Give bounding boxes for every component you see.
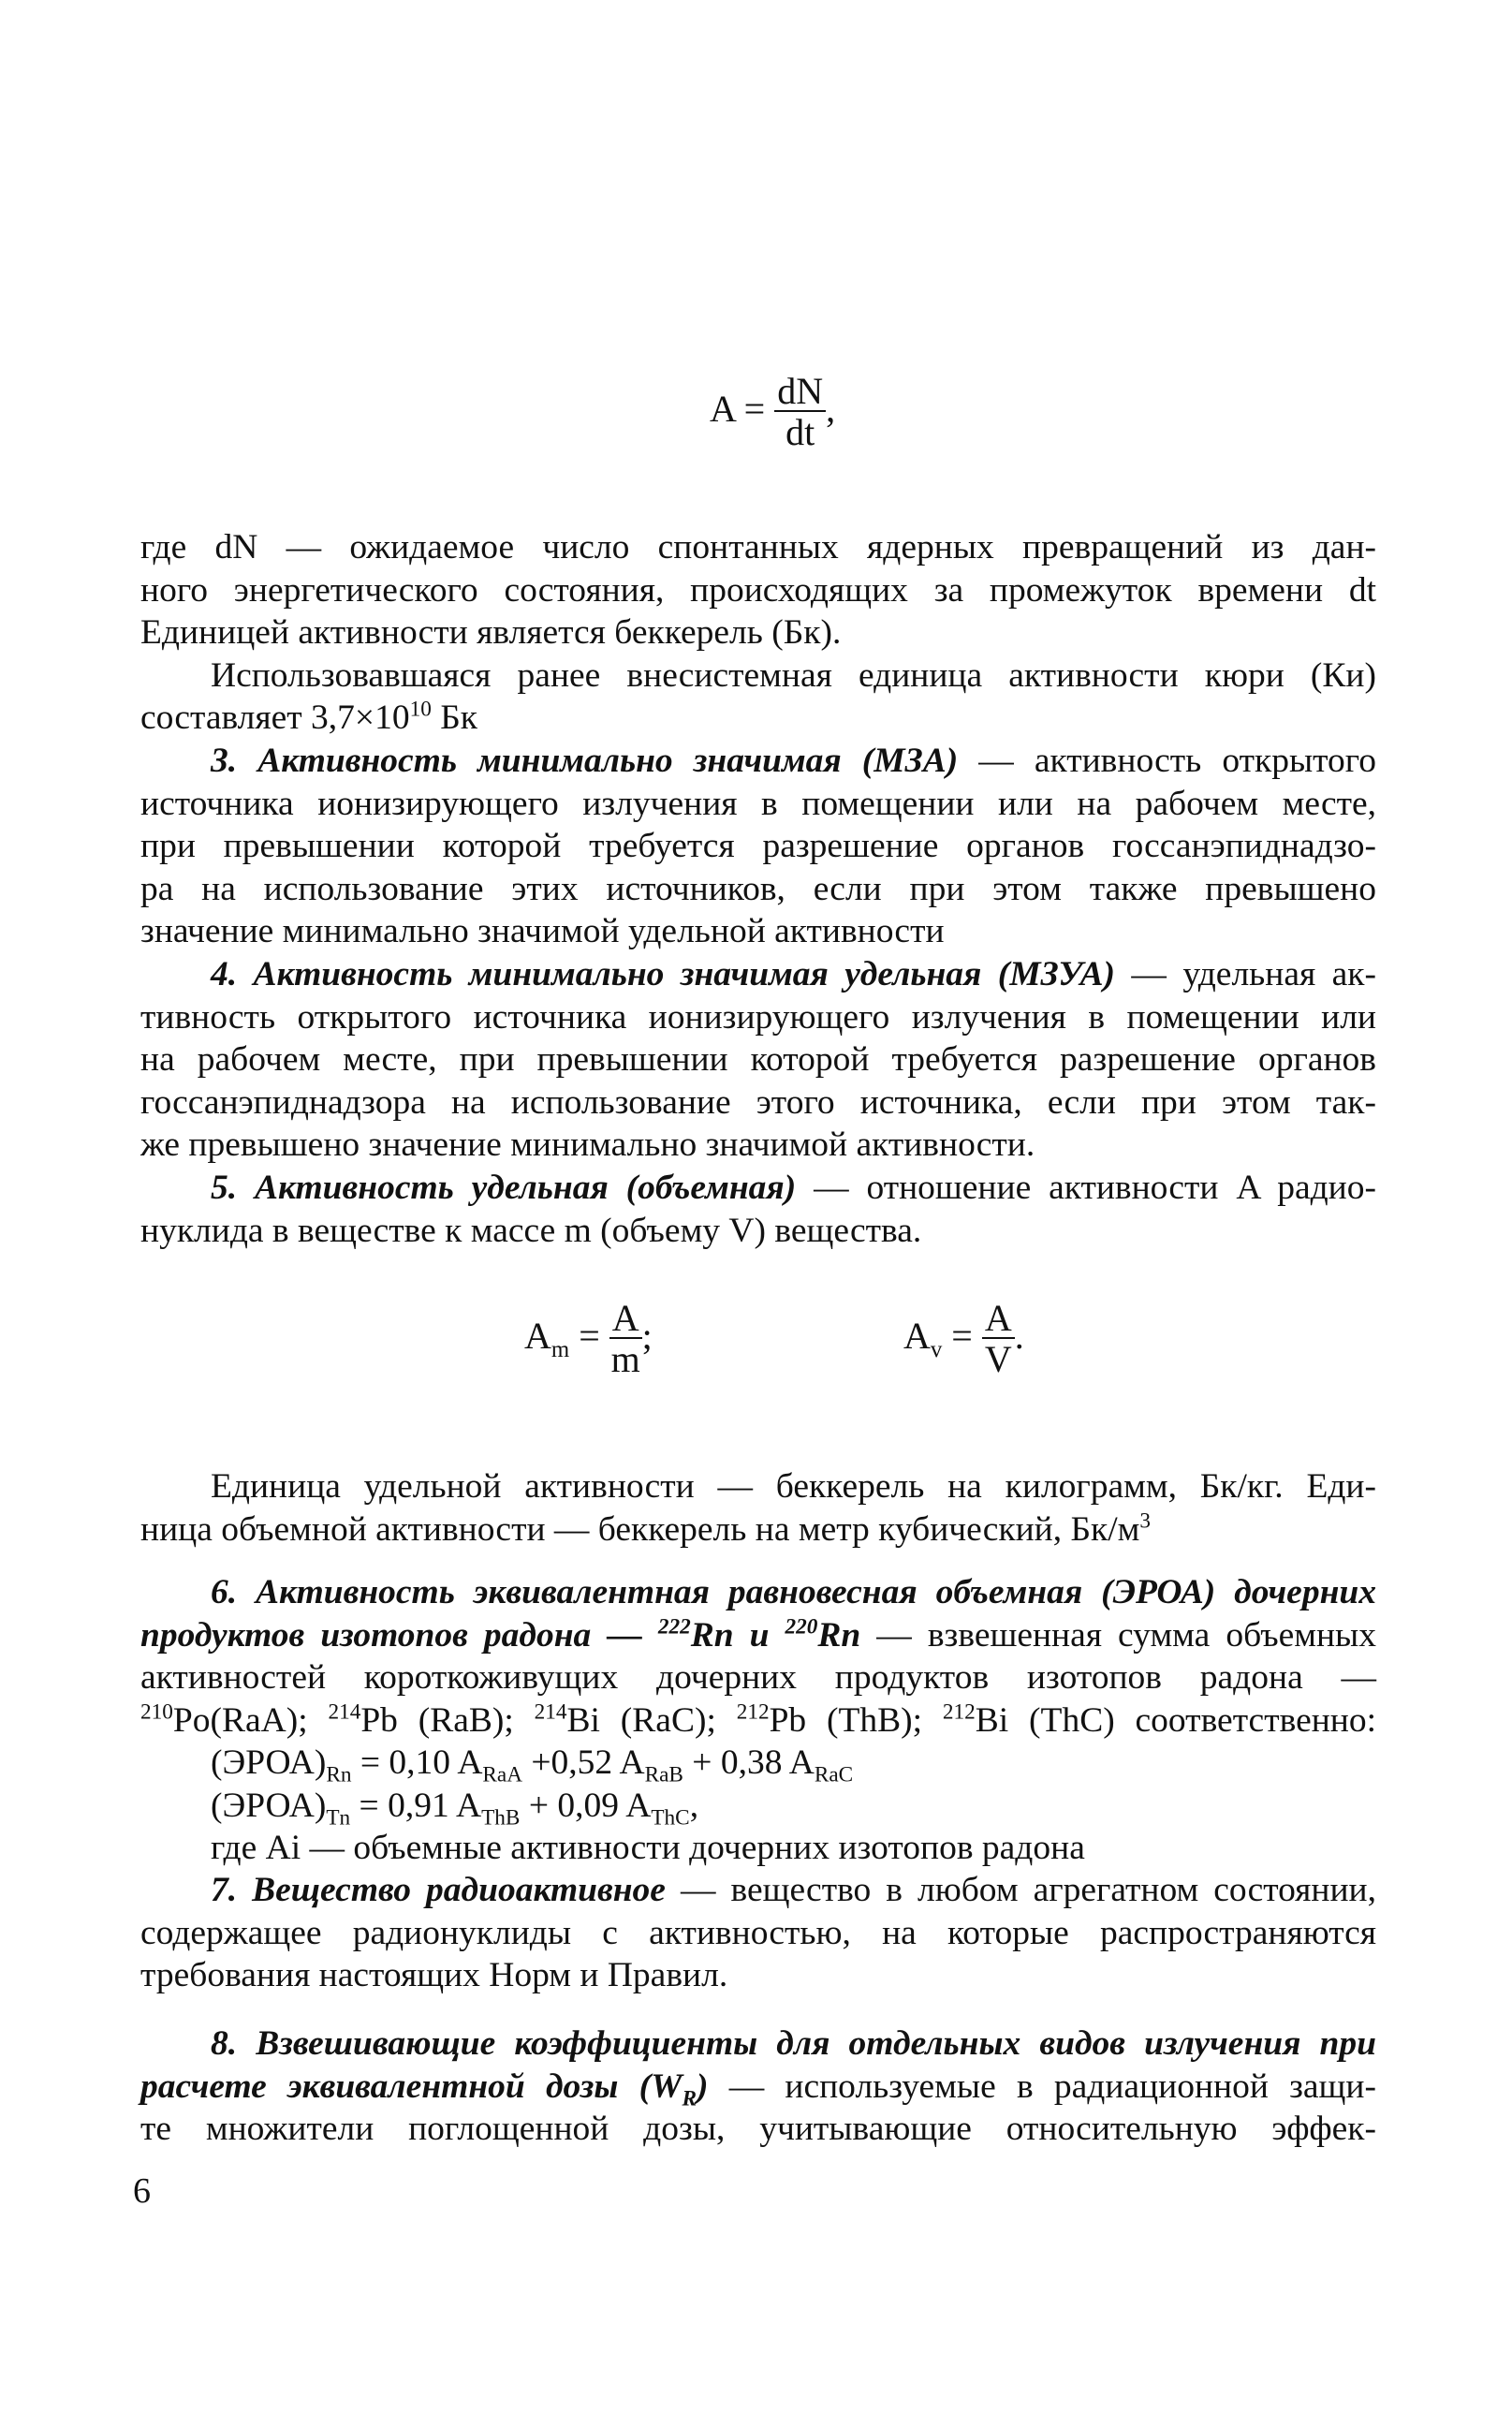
text-line: при превышении которой требуется разрешение органов госсанэпиднадзо-	[140, 827, 1376, 865]
definition-heading-line: 4. Активность минимально значимая удельная (МЗУА) — удельная ак-	[211, 955, 1376, 993]
text-line: те множители поглощенной дозы, учитывающие относительную эффек-	[140, 2110, 1376, 2148]
text-line: на рабочем месте, при превышении которой требуется разрешение органов	[140, 1040, 1376, 1079]
definition-mzua	[140, 953, 1376, 1167]
text-line: расчете эквивалентной дозы $(W_R)$ — используемые в радиационной защи-	[140, 2067, 1376, 2111]
equation-eroa-rn: $(ЭРОА)_{Rn} = 0,10$ $A_{RaA} +0,52$ $A_{RaB} + 0,38$ $A_{RaC}$	[211, 1743, 854, 1787]
term-mza: 3. Активность минимально значимая (МЗА)	[211, 742, 959, 780]
term-specific-activity: 5. Активность удельная (объемная)	[211, 1169, 797, 1207]
text-line: нуклида в веществе к массе m (объему V) вещества.	[140, 1211, 922, 1250]
formula-activity	[710, 370, 836, 453]
text-line: ра на использование этих источников, если при этом также превышено	[140, 869, 1376, 908]
definition-weighting-factors	[140, 2022, 1376, 2151]
fraction-a-m: $\frac{A}{m}$	[610, 1297, 640, 1380]
text-line: составляет $3,7\times 10^{10}$ Бк	[140, 697, 477, 737]
text-line: требования настоящих Норм и Правил.	[140, 1956, 728, 1994]
text-line: содержащее радионуклиды с активностью, на которые распространяются	[140, 1913, 1376, 1952]
term-weighting-factors: 8. Взвешивающие коэффициенты для отдельных видов излучения при	[211, 2024, 1376, 2063]
text-line: ного энергетического состояния, происходящих за промежуток времени dt	[140, 570, 1376, 610]
paragraph-units	[140, 1465, 1376, 1551]
paragraph-activity-unit	[140, 526, 1376, 740]
isotope-list-line: $^{210}$Po(RaA); $^{214}$Pb (RaB); $^{214}$Bi (RaC); $^{212}$Pb (ThB); $^{212}$Bi (ThC) соответственно:	[140, 1699, 1377, 1740]
text-line: значение минимально значимой удельной активности	[140, 912, 945, 950]
formula-av: $A_v$ = $\frac{A}{V}$ .	[903, 1297, 1024, 1380]
term-mzua: 4. Активность минимально значимая удельная (МЗУА)	[211, 955, 1115, 993]
definition-mza	[140, 740, 1376, 953]
definition-specific-activity	[140, 1167, 1376, 1252]
text-line: Единица удельной активности — беккерель на килограмм, Бк/кг. Еди-	[211, 1467, 1376, 1506]
definition-heading-line: 7. Вещество радиоактивное — вещество в любом агрегатном состоянии,	[211, 1871, 1376, 1909]
formula-lhs: A =	[710, 388, 766, 431]
equation-eroa-tn: $(ЭРОА)_{Tn} = 0,91$ $A_{ThB} + 0,09$ $A_{ThC}$,	[211, 1786, 699, 1830]
fraction-a-v: $\frac{A}{V}$	[982, 1300, 1015, 1380]
text-line: ница объемной активности — беккерель на метр кубический, $Бк/м^3$	[140, 1508, 1151, 1549]
fraction-numerator: dN	[774, 373, 826, 412]
formula-am: $A_m$ = $\frac{A}{m}$ ;	[524, 1297, 653, 1380]
term-radioactive-substance: 7. Вещество радиоактивное	[211, 1871, 666, 1909]
text-line: тивность открытого источника ионизирующего излучения в помещении или	[140, 997, 1376, 1037]
text-line: же превышено значение минимально значимой активности.	[140, 1125, 1035, 1164]
formula-comma: ,	[826, 388, 836, 431]
term-eroa: 6. Активность эквивалентная равновесная объемная (ЭРОА) дочерних	[211, 1573, 1376, 1611]
text-line: Единицей активности является беккерель (Бк).	[140, 613, 842, 652]
definition-heading-line: 3. Активность минимально значимая (МЗА) — активность открытого	[211, 742, 1376, 780]
text-line: где Ai — объемные активности дочерних изотопов радона	[211, 1829, 1085, 1867]
text-line: госсанэпиднадзора на использование этого источника, если при этом так-	[140, 1082, 1376, 1122]
fraction-denominator: dt	[785, 411, 815, 453]
definition-heading-line: 5. Активность удельная (объемная) — отношение активности A радио-	[211, 1169, 1376, 1207]
text-line: активностей короткоживущих дочерних продуктов изотопов радона —	[140, 1658, 1376, 1697]
definition-eroa	[140, 1571, 1376, 1870]
text-line: Использовавшаяся ранее внесистемная единица активности кюри (Ки)	[211, 655, 1376, 695]
definition-radioactive-substance	[140, 1869, 1376, 1997]
text-line: источника ионизирующего излучения в помещении или на рабочем месте,	[140, 784, 1376, 823]
fraction-dn-dt	[774, 370, 826, 453]
text-line: где dN — ожидаемое число спонтанных ядерных превращений из дан-	[140, 528, 1376, 566]
text-line: продуктов изотопов радона — $^{222}$Rn и $^{220}$Rn — взвешенная сумма объемных	[140, 1614, 1376, 1655]
page-number: 6	[133, 2171, 151, 2211]
